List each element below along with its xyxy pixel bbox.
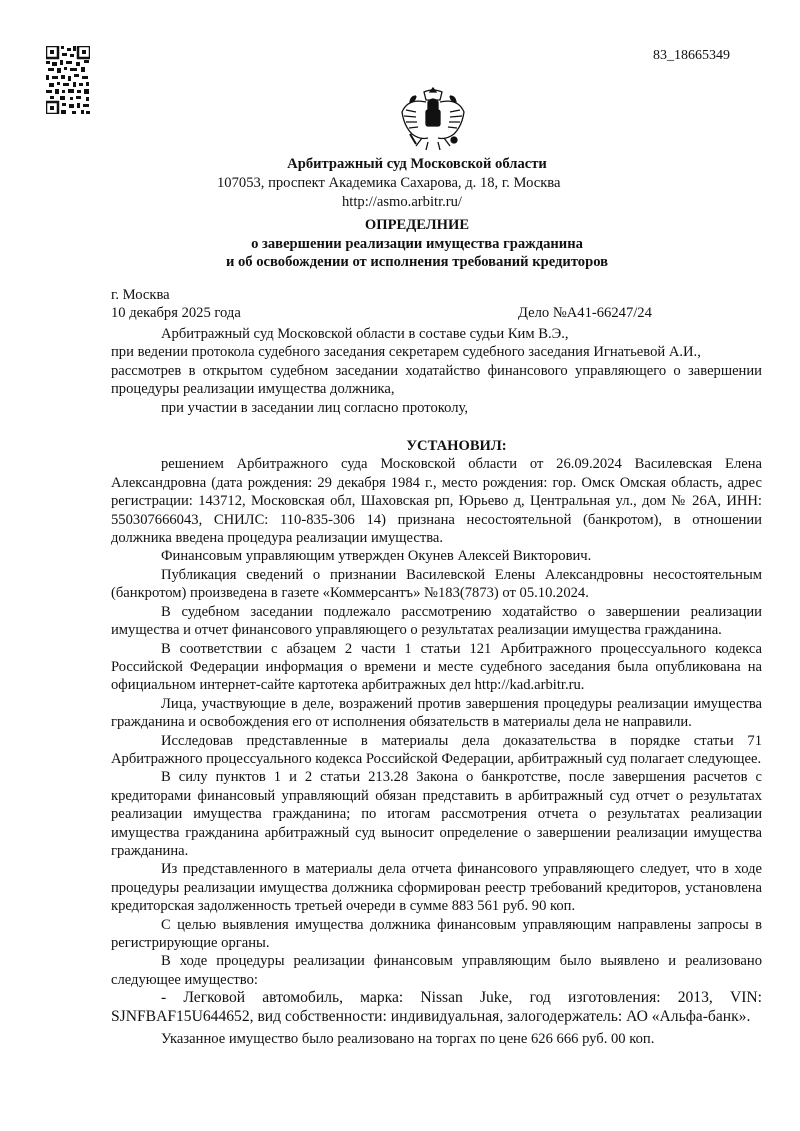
body-paragraph: Указанное имущество было реализовано на торгах по цене 626 666 руб. 00 коп. bbox=[161, 1031, 655, 1048]
intro-paragraph: при участии в заседании лиц согласно протоколу, bbox=[161, 399, 468, 416]
body-paragraph: В ходе процедуры реализации финансовым управляющим было выявлено и реализовано следующее имущество: bbox=[111, 953, 762, 988]
section-heading-established: УСТАНОВИЛ: bbox=[406, 438, 507, 455]
body-paragraph: решением Арбитражного суда Московской области от 26.09.2024 Василевская Елена Александровна (дата рождения: 29 декабря 1984 г., место рождения: гор. Омск Омская область, адрес регистрации: 143712, Московская обл, Шаховская рп, Юрьево д, Центральная ул., дом № 26А, ИНН: 550307666043, СНИЛС: 110-835-306 14) признана несостоятельной (банкротом), в отношении должника введена процедура реализации имущества. bbox=[111, 456, 762, 547]
body-paragraph: С целью выявления имущества должника финансовым управляющим направлены запросы в регистрирующие органы. bbox=[111, 916, 762, 951]
qr-code-icon bbox=[46, 46, 90, 114]
body-paragraph: В судебном заседании подлежало рассмотрению ходатайство о завершении реализации имущества и отчет финансового управляющего о результатах реализации имущества гражданина. bbox=[111, 603, 762, 639]
property-item: - Легковой автомобиль, марка: Nissan Juke, год изготовления: 2013, VIN: SJNFBAF15U644652, вид собственности: индивидуальная, залогодержатель: АО «Альфа-банк». bbox=[111, 989, 762, 1025]
document-subtitle-line-1: о завершении реализации имущества гражданина bbox=[251, 236, 583, 252]
intro-paragraph: при ведении протокола судебного заседания секретарем судебного заседания Игнатьевой А.И., bbox=[111, 344, 701, 361]
document-id: 83_18665349 bbox=[653, 48, 730, 63]
decision-date: 10 декабря 2025 года bbox=[111, 305, 241, 321]
document-subtitle-line-2: и об освобождении от исполнения требований кредиторов bbox=[225, 254, 609, 270]
body-paragraph: Публикация сведений о признании Василевской Елены Александровны несостоятельным (банкротом) произведена в газете «Коммерсантъ» №183(7873) от 05.10.2024. bbox=[111, 566, 762, 602]
body-paragraph: В соответствии с абзацем 2 части 1 статьи 121 Арбитражного процессуального кодекса Российской Федерации информация о времени и месте судебного заседания была опубликована на официальном интернет-сайте картотека арбитражных дел http://kad.arbitr.ru. bbox=[111, 640, 762, 694]
body-paragraph: Из представленного в материалы дела отчета финансового управляющего следует, что в ходе процедуры реализации имущества должника сформирован реестр требований кредиторов, установлена кредиторская задолженность третьей очереди в сумме 883 561 руб. 90 коп. bbox=[111, 861, 762, 915]
body-paragraph: Финансовым управляющим утвержден Окунев Алексей Викторович. bbox=[161, 548, 592, 565]
document-title: ОПРЕДЕЛНИЕ bbox=[364, 217, 470, 233]
intro-paragraph: рассмотрев в открытом судебном заседании ходатайство финансового управляющего о завершении процедуры реализации имущества должника, bbox=[111, 362, 762, 398]
russian-coat-of-arms-icon bbox=[398, 84, 468, 154]
intro-paragraph: Арбитражный суд Московской области в составе судьи Ким В.Э., bbox=[161, 326, 569, 342]
court-address: 107053, проспект Академика Сахарова, д. 18, г. Москва bbox=[217, 175, 561, 191]
court-name: Арбитражный суд Московской области bbox=[287, 156, 547, 172]
court-url-link[interactable]: http://asmo.arbitr.ru/ bbox=[342, 194, 462, 210]
body-paragraph: В силу пунктов 1 и 2 статьи 213.28 Закона о банкротстве, после завершения расчетов с кредиторами финансовый управляющий обязан представить в арбитражный суд отчет о результатах реализации имущества гражданина; по итогам рассмотрения отчета о результатах реализации имущества гражданина арбитражный суд выносит определение о завершении реализации имущества гражданина. bbox=[111, 769, 762, 859]
body-paragraph: Лица, участвующие в деле, возражений против завершения процедуры реализации имущества гражданина и освобождения его от исполнения обязательств в материалы дела не направили. bbox=[111, 695, 762, 731]
body-paragraph: Исследовав представленные в материалы дела доказательства в порядке статьи 71 Арбитражного процессуального кодекса Российской Федерации, арбитражный суд полагает следующее. bbox=[111, 732, 762, 767]
city: г. Москва bbox=[111, 287, 170, 303]
document-body bbox=[111, 325, 762, 1048]
case-number: Дело №А41-66247/24 bbox=[518, 305, 652, 321]
